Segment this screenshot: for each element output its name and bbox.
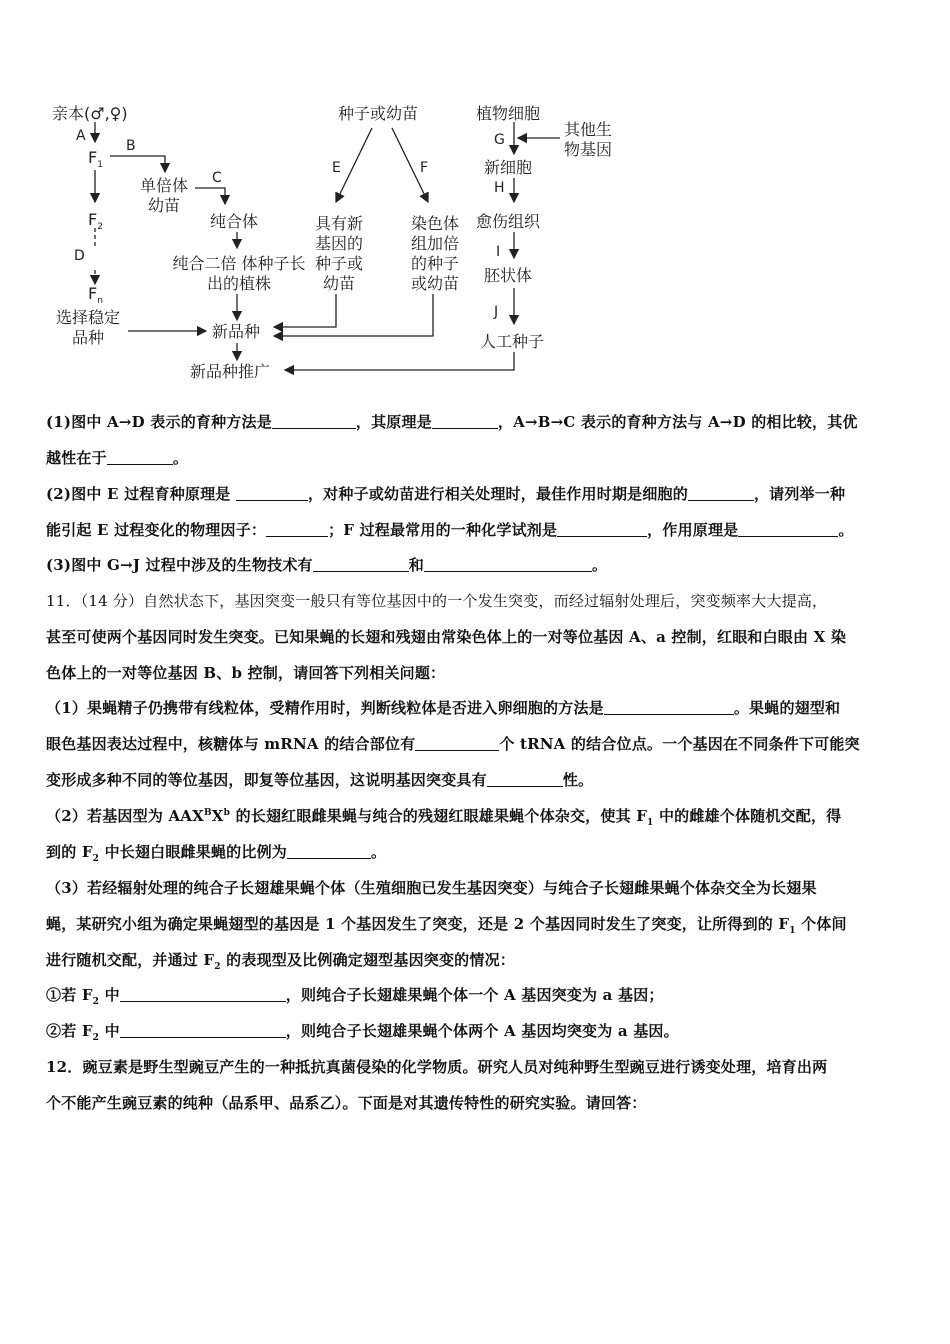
label-h: H <box>494 180 505 196</box>
p11-s1-line-1: （1）果蝇精子仍携带有线粒体，受精作用时，判断线粒体是否进入卵细胞的方法是 。果蝇的翅型和 <box>46 699 841 717</box>
select-label: 选择稳定品种 <box>55 308 120 347</box>
callus-label: 愈伤组织 <box>476 212 541 231</box>
artificial-seed-label: 人工种子 <box>480 332 545 351</box>
q1-line-1: (1)图中 A→D 表示的育种方法是 ，其原理是 ，A→B→C 表示的育种方法与 A→D 的相比较，其优 <box>46 413 858 431</box>
label-i: I <box>496 244 501 260</box>
new-cell-label: 新细胞 <box>484 158 533 177</box>
p11-s3-line-3: 进行随机交配，并通过 $F_2$ 的表现型及比例确定翅型基因突变的情况： <box>46 951 515 972</box>
arrow-f-new <box>274 294 433 336</box>
p12-line-2: 个不能产生豌豆素的纯种（品系甲、品系乙）。下面是对其遗传特性的研究实验。请回答： <box>46 1094 647 1112</box>
pure-label: 纯合体 <box>210 212 259 231</box>
label-f: F <box>420 160 429 176</box>
p11-line-2: 甚至可使两个基因同时发生突变。已知果蝇的长翅和残翅由常染色体上的一对等位基因 A、a 控制，红眼和白眼由 X 染 <box>46 628 847 646</box>
other-gene-label: 其他生物基因 <box>563 120 612 159</box>
embryoid-label: 胚状体 <box>484 266 533 285</box>
q1-line-2: 越性在于 。 <box>46 449 189 467</box>
p11-case-1: ①若 $F_2$ 中 ，则纯合子长翅雄果蝇个体一个 A 基因突变为 a 基因； <box>46 986 664 1007</box>
q3-line: (3)图中 G→J 过程中涉及的生物技术有 和 。 <box>46 556 608 574</box>
f2-label: $F_2$ <box>88 210 103 233</box>
haploid-label: 单倍体幼苗 <box>139 176 188 215</box>
seed-label: 种子或幼苗 <box>338 104 419 123</box>
p11-case-2: ②若 $F_2$ 中 ，则纯合子长翅雄果蝇个体两个 A 基因均突变为 a 基因。 <box>46 1022 679 1043</box>
new-gene-seed-label: 具有新基因的种子或幼苗 <box>314 214 363 293</box>
new-variety-label: 新品种 <box>212 322 261 341</box>
label-g: G <box>494 132 505 148</box>
arrow-artificial-promote <box>285 352 514 370</box>
f1-label: $F_1$ <box>88 148 103 171</box>
fn-label: $F_n$ <box>88 284 103 307</box>
q2-line-1: (2)图中 E 过程育种原理是 ，对种子或幼苗进行相关处理时，最佳作用时期是细胞的 ，请列举一种 <box>46 485 846 503</box>
label-c: C <box>212 170 222 186</box>
arrow-e <box>336 128 372 202</box>
parent-label: 亲本(♂,♀) <box>52 104 128 123</box>
p11-line-3: 色体上的一对等位基因 B、b 控制，请回答下列相关问题： <box>46 664 446 682</box>
pure-diploid-label: 纯合二倍 体种子长出的植株 <box>172 254 306 293</box>
p11-s2-line-1: （2）若基因型为 $AAX^BX^b$ 的长翅红眼雌果蝇与纯合的残翅红眼雄果蝇个体杂交，使其 $F_1$ 中的雌雄个体随机交配，得 <box>46 807 842 828</box>
p11-line-1: 11．（14 分）自然状态下，基因突变一般只有等位基因中的一个发生突变，而经过辐射处理后，突变频率大大提高， <box>46 592 828 610</box>
p11-s1-line-3: 变形成多种不同的等位基因，即复等位基因，这说明基因突变具有 性。 <box>46 771 594 789</box>
p12-line-1: 12．豌豆素是野生型豌豆产生的一种抵抗真菌侵染的化学物质。研究人员对纯种野生型豌豆进行诱变处理，培育出两 <box>46 1058 828 1076</box>
promote-label: 新品种推广 <box>190 362 271 381</box>
label-b: B <box>126 138 136 154</box>
label-j: J <box>494 304 499 320</box>
arrow-b <box>110 156 165 172</box>
chrom-seed-label: 染色体组加倍的种子或幼苗 <box>410 214 459 293</box>
plant-cell-label: 植物细胞 <box>476 104 541 123</box>
q2-line-2: 能引起 E 过程变化的物理因子： ；F 过程最常用的一种化学试剂是 ，作用原理是 。 <box>46 521 854 539</box>
label-a: A <box>76 128 86 144</box>
label-d: D <box>74 248 85 264</box>
p11-s3-line-1: （3）若经辐射处理的纯合子长翅雄果蝇个体（生殖细胞已发生基因突变）与纯合子长翅雌果蝇个体杂交全为长翅果 <box>46 879 817 897</box>
arrow-e-new <box>274 294 336 327</box>
p11-s1-line-2: 眼色基因表达过程中，核糖体与 mRNA 的结合部位有 个 tRNA 的结合位点。一个基因在不同条件下可能突 <box>46 735 860 753</box>
breeding-diagram <box>40 98 640 388</box>
p11-s3-line-2: 蝇，某研究小组为确定果蝇翅型的基因是 1 个基因发生了突变，还是 2 个基因同时发生了突变，让所得到的 $F_1$ 个体间 <box>46 915 847 936</box>
p11-s2-line-2: 到的 $F_2$ 中长翅白眼雌果蝇的比例为 。 <box>46 843 387 864</box>
arrow-c <box>195 188 225 204</box>
label-e: E <box>332 160 341 176</box>
